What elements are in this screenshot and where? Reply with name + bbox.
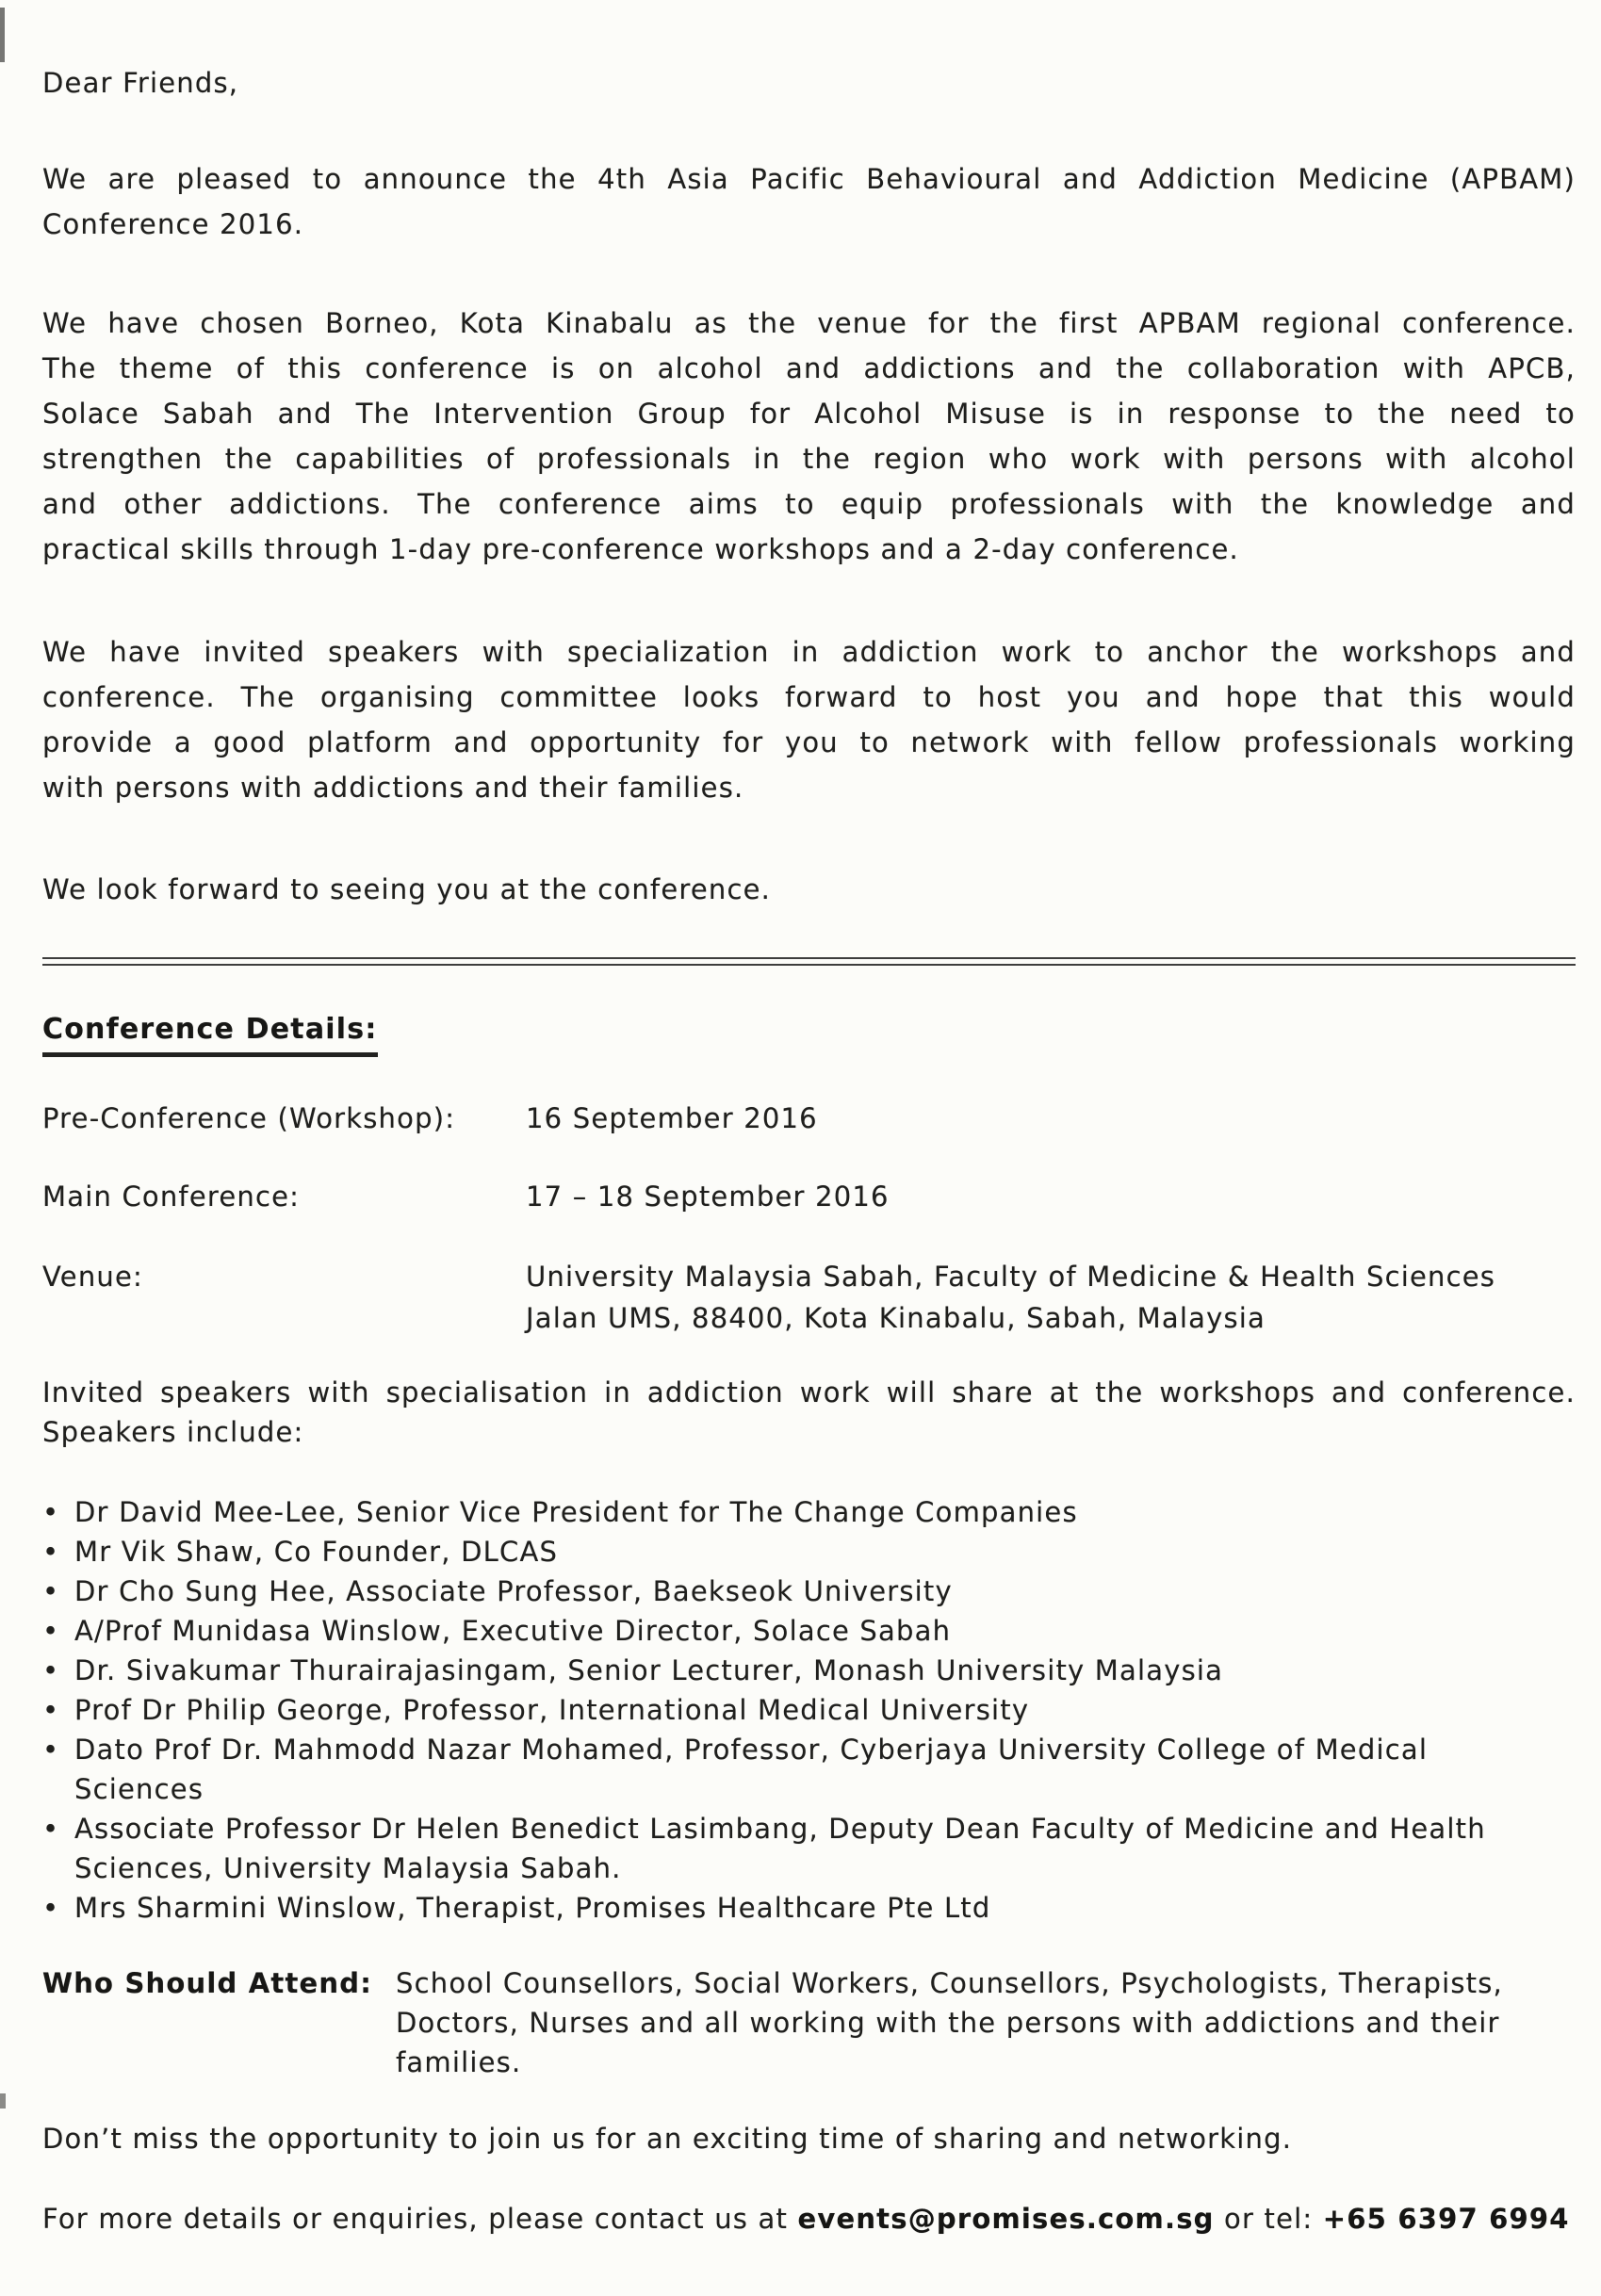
venue-line: University Malaysia Sabah, Faculty of Medicine & Health Sciences (526, 1261, 1496, 1293)
text-line: We have invited speakers with specialization in addiction work to anchor the workshops and (42, 636, 1576, 668)
contact-middle: or tel: (1214, 2203, 1323, 2235)
scan-artifact (0, 2093, 6, 2109)
speaker-text: Dato Prof Dr. Mahmodd Nazar Mohamed, Professor, Cyberjaya University College of Medical (74, 1734, 1429, 1766)
bullet-icon: • (42, 1734, 60, 1766)
speakers-list (42, 1492, 1576, 1928)
text-line: Invited speakers with specialisation in addiction work will share at the workshops and conference. (42, 1376, 1576, 1409)
contact-line (42, 2198, 1576, 2239)
paragraph-theme (42, 301, 1576, 572)
text-line: provide a good platform and opportunity for you to network with fellow professionals working (42, 726, 1576, 758)
text-line: The theme of this conference is on alcohol and addictions and the collaboration with APCB, (42, 352, 1576, 384)
speaker-text: Dr David Mee-Lee, Senior Vice President for The Change Companies (74, 1496, 1078, 1528)
venue-line: Jalan UMS, 88400, Kota Kinabalu, Sabah, Malaysia (526, 1302, 1266, 1334)
who-should-attend-label: Who Should Attend: (42, 1967, 372, 1999)
bullet-icon: • (42, 1496, 60, 1528)
detail-label: Pre-Conference (Workshop): (42, 1102, 456, 1134)
speaker-item (42, 1690, 1576, 1730)
who-should-attend-text (396, 1963, 1576, 2082)
speaker-text: Dr Cho Sung Hee, Associate Professor, Baekseok University (74, 1575, 953, 1607)
detail-row-preconference (42, 1098, 1576, 1139)
detail-row-main-conference (42, 1176, 1576, 1217)
detail-value (526, 1256, 1576, 1339)
speaker-item (42, 1651, 1576, 1690)
speaker-item (42, 1888, 1576, 1928)
paragraph-speakers-invited (42, 629, 1576, 810)
speaker-text: Mr Vik Shaw, Co Founder, DLCAS (74, 1536, 559, 1568)
paragraph-look-forward: We look forward to seeing you at the conference. (42, 873, 772, 905)
bullet-icon: • (42, 1694, 60, 1726)
conference-details-section (42, 1008, 1576, 1057)
speaker-text: Sciences, University Malaysia Sabah. (74, 1852, 622, 1884)
who-should-attend (42, 1963, 1576, 2082)
contact-prefix: For more details or enquiries, please contact us at (42, 2203, 798, 2235)
text-line: Conference 2016. (42, 208, 304, 240)
speaker-item (42, 1532, 1576, 1571)
speaker-text: Associate Professor Dr Helen Benedict Lasimbang, Deputy Dean Faculty of Medicine and Health (74, 1813, 1486, 1845)
speaker-text: Sciences (74, 1773, 204, 1805)
bullet-icon: • (42, 1813, 60, 1845)
contact-phone: +65 6397 6994 (1322, 2203, 1570, 2235)
text-line: families. (396, 2046, 522, 2078)
text-line: Doctors, Nurses and all working with the persons with addictions and their (396, 2007, 1500, 2039)
text-line: strengthen the capabilities of professionals in the region who work with persons with alcohol (42, 443, 1576, 475)
speaker-item (42, 1730, 1576, 1809)
detail-value: 17 – 18 September 2016 (526, 1181, 890, 1213)
detail-value: 16 September 2016 (526, 1102, 818, 1134)
speaker-text: Mrs Sharmini Winslow, Therapist, Promises Healthcare Pte Ltd (74, 1892, 991, 1924)
text-line: with persons with addictions and their families. (42, 772, 744, 804)
greeting: Dear Friends, (42, 67, 239, 99)
text-line: practical skills through 1-day pre-conference workshops and a 2-day conference. (42, 533, 1239, 565)
paragraph-announcement (42, 156, 1576, 247)
detail-row-venue (42, 1256, 1576, 1339)
detail-label: Venue: (42, 1261, 144, 1293)
section-divider (42, 957, 1576, 966)
text-line: and other addictions. The conference aims to equip professionals with the knowledge and (42, 488, 1576, 520)
scan-artifact (0, 8, 5, 62)
speaker-item (42, 1571, 1576, 1611)
speaker-text: A/Prof Munidasa Winslow, Executive Director, Solace Sabah (74, 1615, 952, 1647)
bullet-icon: • (42, 1575, 60, 1607)
paragraph-invited-speakers (42, 1373, 1576, 1452)
bullet-icon: • (42, 1615, 60, 1647)
text-line: Speakers include: (42, 1416, 304, 1448)
text-line: We have chosen Borneo, Kota Kinabalu as the venue for the first APBAM regional conference. (42, 307, 1576, 339)
bullet-icon: • (42, 1536, 60, 1568)
speaker-item (42, 1611, 1576, 1651)
speaker-text: Prof Dr Philip George, Professor, International Medical University (74, 1694, 1030, 1726)
text-line: Solace Sabah and The Intervention Group for Alcohol Misuse is in response to the need to (42, 398, 1576, 430)
text-line: School Counsellors, Social Workers, Counsellors, Psychologists, Therapists, (396, 1967, 1503, 1999)
detail-label: Main Conference: (42, 1181, 301, 1213)
speaker-item (42, 1492, 1576, 1532)
speaker-text: Dr. Sivakumar Thurairajasingam, Senior Lecturer, Monash University Malaysia (74, 1654, 1224, 1686)
speaker-item (42, 1809, 1576, 1888)
text-line: We are pleased to announce the 4th Asia Pacific Behavioural and Addiction Medicine (APBAM) (42, 163, 1576, 195)
text-line: conference. The organising committee looks forward to host you and hope that this would (42, 681, 1576, 713)
bullet-icon: • (42, 1654, 60, 1686)
conference-details-heading: Conference Details: (42, 1009, 378, 1057)
closing-line: Don’t miss the opportunity to join us for an exciting time of sharing and networking. (42, 2123, 1293, 2155)
bullet-icon: • (42, 1892, 60, 1924)
contact-email: events@promises.com.sg (797, 2203, 1215, 2235)
